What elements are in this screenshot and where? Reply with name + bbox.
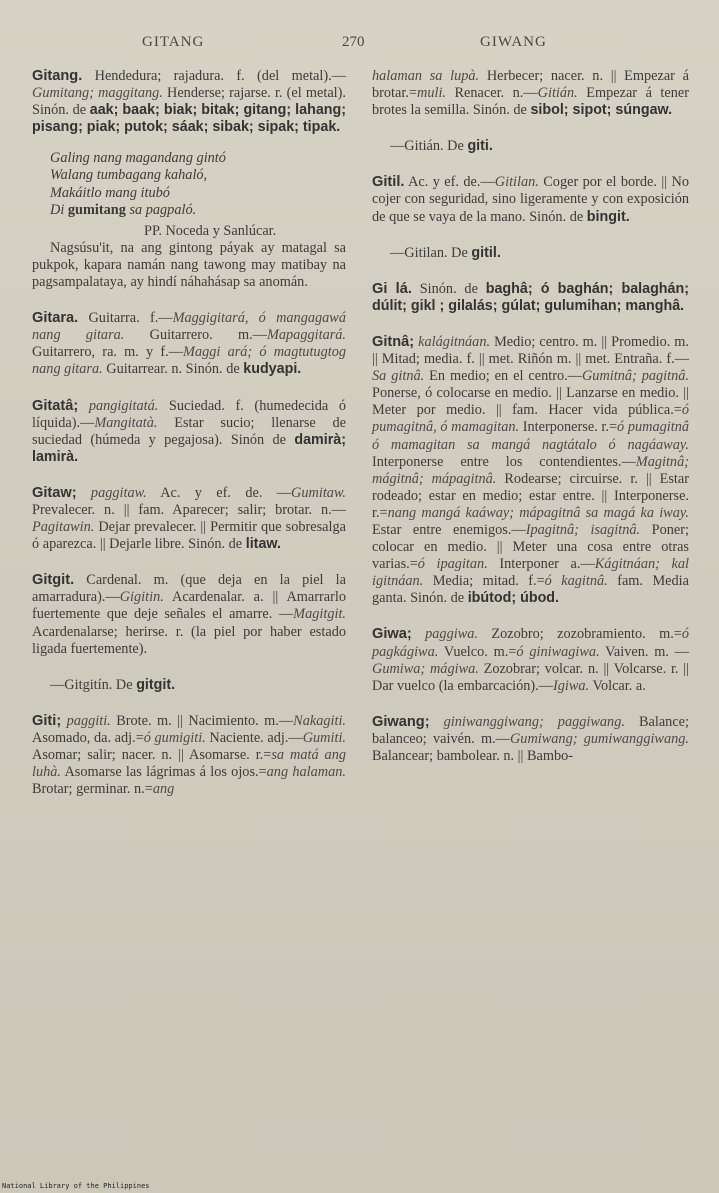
entry-gila: Gi lá. Sinón. de baghâ; ó baghán; balaghán; dúlit; gikl ; gilalás; gúlat; gulumihan; manghâ. — [372, 280, 689, 314]
entry-gitgit: Gitgit. Cardenal. m. (que deja en la piel la amarradura).—Gigitin. Acardenalar. a. || Amarrarlo fuertemente que deje señales el amarre. —Magitgit. Acardenalarse; herirse. r. (la piel por haber estado ligada fuertemente). — [32, 572, 346, 657]
library-credit: National Library of the Philippines — [2, 1182, 150, 1190]
entry-gitil: Gitil. Ac. y ef. de.—Gitilan. Coger por el borde. || No cojer con seguridad, sino ligeramente y con exposición de que se vaya de la mano. Sinón. de bingit. — [372, 174, 689, 225]
cross-reference-gitian: —Gitián. De giti. — [390, 138, 493, 155]
headword: Giti; — [32, 712, 62, 729]
left-column — [32, 68, 346, 817]
headword: Gitara. — [32, 310, 79, 327]
synonyms: aak; baak; biak; bitak; gitang; lahang; pisang; piak; putok; sáak; sibak; sipak; tipak. — [32, 102, 346, 136]
synonyms: kudyapi. — [243, 361, 302, 378]
headword: Gitaw; — [32, 484, 77, 501]
verse-citation: PP. Noceda y Sanlúcar. — [144, 222, 277, 239]
entry-giwa: Giwa; paggiwa. Zozobro; zozobramiento. m.=ó pagkágiwa. Vuelco. m.=ó giniwagiwa. Vaiven. m. —Gumiwa; mágiwa. Zozobrar; volcar. n. || Volcarse. r. || Dar vuelco (la embarcación).—Igiwa. Volcar. a. — [372, 626, 690, 694]
entry-giti-continued: halaman sa lupà. Herbecer; nacer. n. || Empezar á brotar.=muli. Renacer. n.—Gitián. Empezar á tener brotes la semilla. Sinón. de sibol; sipot; súngaw. — [372, 68, 689, 119]
running-header — [0, 34, 719, 54]
synonyms: damirà; lamirà. — [32, 431, 346, 465]
headword: Gitil. — [372, 174, 405, 191]
synonyms: sibol; sipot; súngaw. — [530, 102, 673, 119]
synonyms: baghâ; ó baghán; balaghán; dúlit; gikl ; gilalás; gúlat; gulumihan; manghâ. — [372, 280, 689, 314]
entry-gitata: Gitatâ; pangigitatá. Suciedad. f. (humedecida ó líquida).—Mangitatà. Estar sucio; llenarse de suciedad (húmeda y pegajosa). Sinón de damirà; lamirà. — [32, 397, 347, 465]
header-right-guide-word: GIWANG — [480, 34, 547, 50]
right-column — [372, 68, 689, 784]
headword: Giwang; — [372, 713, 430, 730]
synonyms: bingit. — [586, 208, 630, 225]
synonyms: ibútod; úbod. — [467, 590, 560, 607]
entry-gitaw: Gitaw; paggitaw. Ac. y ef. de. —Gumitaw. Prevalecer. n. || fam. Aparecer; salir; brotar. n.—Pagitawin. Dejar prevalecer. || Permitir que sobresalga ó aparezca. || Dejarle libre. Sinón. de litaw. — [32, 484, 346, 553]
headword: Gitnâ; — [372, 333, 415, 350]
entry-text: Gitang. Hendedura; rajadura. f. (del metal).—Gumitang; maggitang. Henderse; rajarse. r. (el metal). Sinón. de aak; baak; biak; bitak; gitang; lahang; pisang; piak; putok; sáak; sibak; sipak; tipak. — [32, 68, 346, 136]
headword: Giwa; — [372, 626, 412, 643]
header-left-guide-word: GITANG — [142, 34, 205, 50]
entry-giti: Giti; paggiti. Brote. m. || Nacimiento. m.—Nakagiti. Asomado, da. adj.=ó gumigiti. Naciente. adj.—Gumiti. Asomar; salir; nacer. n. || Asomarse. r.=sa matá ang luhà. Asomarse las lágrimas á los ojos.=ang halaman. Brotar; germinar. n.=ang — [32, 712, 346, 798]
headword: Gitatâ; — [32, 397, 79, 414]
verse-quotation: Galing nang magandang gintó Walang tumbagang kahaló, Makáitlo mang itubó Di gumitang sa pagpaló. — [50, 150, 226, 218]
headword: Gi lá. — [372, 280, 412, 297]
cross-reference-gitgitin: —Gitgitín. De gitgit. — [50, 676, 176, 693]
headword: Gitang. — [32, 68, 83, 84]
entry-gitna: Gitnâ; kalágitnáan. Medio; centro. m. || Promedio. m. || Mitad; media. f. || met. Riñón m. || met. Entraña. f.—Sa gitnâ. En medio; en el centro.—Gumitnâ; pagitnâ. Ponerse, ó colocarse en medio. || Lanzarse en medio. || Meter por medio. || fam. Hacer vida pública.=ó pumagitnâ, ó mamagitan. Interponerse. r.=ó pumagitnâ ó mamagitan sa mangá nagtátalo ó nagáaway. Interponerse entre los contendientes.—Magitnâ; mágitnâ; mápagitnâ. Rodearse; circuirse. r. || Estar rodeado; estar en medio; estar entre. || Interponerse. r.=nang mangá kaáway; mápagitnâ sa magá ka iway. Estar entre enemigos.—Ipagitnâ; isagitnâ. Poner; colocar en medio. || Meter una cosa entre otras varias.=ó ipagitan. Interponer a.—Kágitnáan; kal igitnáan. Media; mitad. f.=ó kagitnâ. fam. Media ganta. Sinón. de ibútod; úbod. — [372, 333, 689, 607]
page-number: 270 — [342, 34, 365, 50]
cross-reference-gitilan: —Gitilan. De gitil. — [390, 244, 501, 261]
synonyms: litaw. — [245, 536, 281, 553]
entry-gitara: Gitara. Guitarra. f.—Maggigitará, ó mangagawá nang gitara. Guitarrero. m.—Mapaggitará. Guitarrero, ra. m. y f.—Maggi ará; ó magtutugtog nang gitara. Guitarrear. n. Sinón. de kudyapi. — [32, 310, 346, 378]
entry-gitang — [32, 68, 346, 291]
verse-explanation: Nagsúsu'it, na ang gintong páyak ay matagal sa pukpok, kapara namán nang tawong may matibay na pagsampalataya, ay hindí náhahásap sa anomán. — [32, 239, 346, 291]
headword: Gitgit. — [32, 572, 75, 589]
entry-giwang: Giwang; giniwanggiwang; paggiwang. Balance; balanceo; vaivén. m.—Gumiwang; gumiwanggiwang. Balancear; bambolear. n. || Bambo- — [372, 713, 689, 764]
